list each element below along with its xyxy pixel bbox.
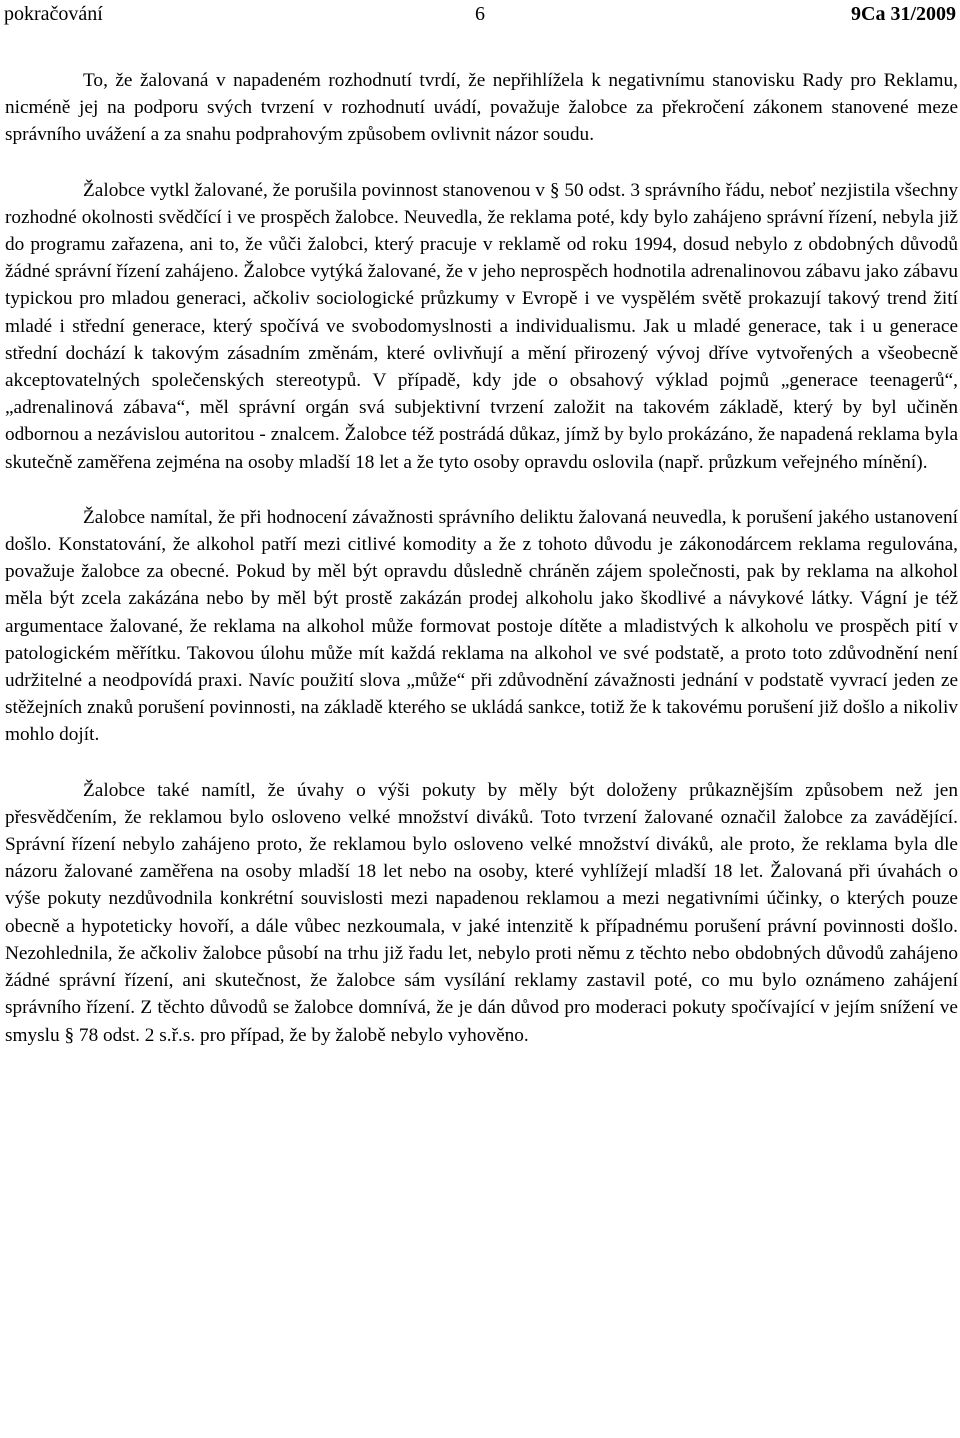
document-body: [5, 67, 958, 1049]
header-continuation: pokračování: [4, 3, 103, 25]
paragraph-3: Žalobce namítal, že při hodnocení závažnosti správního deliktu žalovaná neuvedla, k porušení jakého ustanovení došlo. Konstatování, že alkohol patří mezi citlivé komodity a že z tohoto důvodu je zákonodárcem reklama regulována, považuje žalobce za obecné. Pokud by měl být opravdu důsledně chráněn zájem společnosti, pak by reklama na alkohol měla být zcela zakázána nebo by měl být prostě zakázán prodej alkoholu jako škodlivé a návykové látky. Vágní je též argumentace žalované, že reklama na alkohol může formovat postoje dítěte a mladistvých k alkoholu ve prospěch pití v patologickém měřítku. Takovou úlohu může mít každá reklama na alkohol ve své podstatě, a proto toto zdůvodnění není udržitelné a neodpovídá praxi. Navíc použití slova „může“ při zdůvodnění závažnosti jednání v podstatě vyvrací jeden ze stěžejních znaků porušení povinnosti, na základě kterého se ukládá sankce, totiž že k takovému porušení již došlo a nikoliv mohlo dojít.: [5, 506, 958, 746]
paragraph-4: Žalobce také namítl, že úvahy o výši pokuty by měly být doloženy průkaznějším způsobem než jen přesvědčením, že reklamou bylo osloveno velké množství diváků. Toto tvrzení žalované označil žalobce za zavádějící. Správní řízení nebylo zahájeno proto, že reklamou bylo osloveno velké množství diváků, ale proto, že reklama byla dle názoru žalované zaměřena na osoby mladší 18 let nebo na osoby, které vyhlížejí mladší 18 let. Žalovaná při úvahách o výše pokuty nezdůvodnila konkrétní souvislosti mezi napadenou reklamou a mezi negativními účinky, o kterých pouze obecně a hypoteticky hovoří, a dále vůbec nezkoumala, v jaké intenzitě k případnému porušení právní povinnosti došlo. Nezohlednila, že ačkoliv žalobce působí na trhu již řadu let, nebylo proti němu z těchto nebo obdobných důvodů zahájeno žádné správní řízení, ani skutečnost, že žalobce sám vysílání reklamy zastavil poté, co mu bylo oznámeno zahájení správního řízení. Z těchto důvodů se žalobce domnívá, že je dán důvod pro moderaci pokuty spočívající v jejím snížení ve smyslu § 78 odst. 2 s.ř.s. pro případ, že by žalobě nebylo vyhověno.: [5, 779, 958, 1046]
page-header: [4, 0, 956, 28]
header-case-number: 9Ca 31/2009: [851, 3, 956, 25]
paragraph-1: To, že žalovaná v napadeném rozhodnutí tvrdí, že nepřihlížela k negativnímu stanovisku Rady pro Reklamu, nicméně jej na podporu svých tvrzení v rozhodnutí uvádí, považuje žalobce za překročení zákonem stanovené meze správního uvážení a za snahu podprahovým způsobem ovlivnit názor soudu.: [5, 70, 958, 146]
paragraph-2: Žalobce vytkl žalované, že porušila povinnost stanovenou v § 50 odst. 3 správního řádu, neboť nezjistila všechny rozhodné okolnosti svědčící i ve prospěch žalobce. Neuvedla, že reklama poté, kdy bylo zahájeno správní řízení, nebyla již do programu zařazena, ani to, že vůči žalobci, který pracuje v reklamě od roku 1994, dosud nebylo z obdobných důvodů žádné správní řízení zahájeno. Žalobce vytýká žalované, že v jeho neprospěch hodnotila adrenalinovou zábavu jako zábavu typickou pro mladou generaci, ačkoliv sociologické průzkumy v Evropě i ve vyspělém světě prokazují takový trend žití mladé i střední generace, který spočívá ve svobodomyslnosti a individualismu. Jak u mladé generace, tak i u generace střední dochází k takovým zásadním změnám, které ovlivňují a mění přirozený vývoj dříve vytvořených a všeobecně akceptovatelných společenských stereotypů. V případě, kdy jde o obsahový výklad pojmů „generace teenagerů“, „adrenalinová zábava“, měl správní orgán svá subjektivní tvrzení založit na takovém základě, který by byl učiněn odbornou a nezávislou autoritou - znalcem. Žalobce též postrádá důkaz, jímž by bylo prokázáno, že napadená reklama byla skutečně zaměřena zejména na osoby mladší 18 let a že tyto osoby opravdu oslovila (např. průzkum veřejného mínění).: [5, 179, 958, 473]
header-page-number: 6: [475, 3, 485, 25]
